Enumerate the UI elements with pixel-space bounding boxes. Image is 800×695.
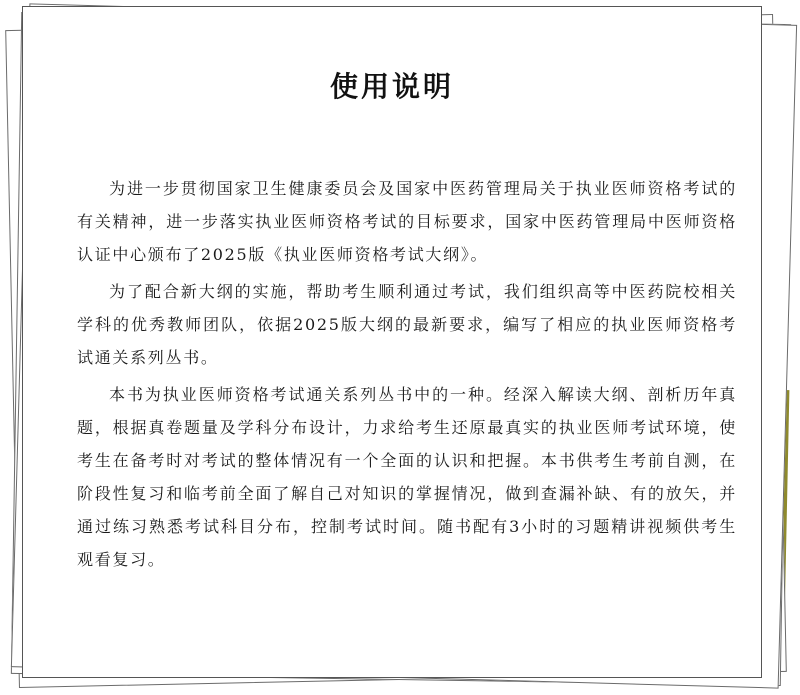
- paragraph-book-description: 本书为执业医师资格考试通关系列丛书中的一种。经深入解读大纲、剖析历年真题，根据真卷题量及学科分布设计，力求给考生还原最真实的执业医师考试环境，使考生在备考时对考试的整体情况有一个全面的认识和把握。本书供考生考前自测，在阶段性复习和临考前全面了解自己对知识的掌握情况，做到查漏补缺、有的放矢，并通过练习熟悉考试科目分布，控制考试时间。随书配有3小时的习题精讲视频供考生观看复习。: [77, 385, 737, 569]
- document-body: [77, 172, 737, 580]
- document-page: [22, 6, 762, 678]
- paragraph-intro: 为进一步贯彻国家卫生健康委员会及国家中医药管理局关于执业医师资格考试的有关精神，进一步落实执业医师资格考试的目标要求，国家中医药管理局中医师资格认证中心颁布了2025版《执业医师资格考试大纲》。: [77, 179, 737, 264]
- page-title: 使用说明: [329, 70, 454, 103]
- paragraph-purpose: 为了配合新大纲的实施，帮助考生顺利通过考试，我们组织高等中医药院校相关学科的优秀教师团队，依据2025版大纲的最新要求，编写了相应的执业医师资格考试通关系列丛书。: [77, 282, 737, 367]
